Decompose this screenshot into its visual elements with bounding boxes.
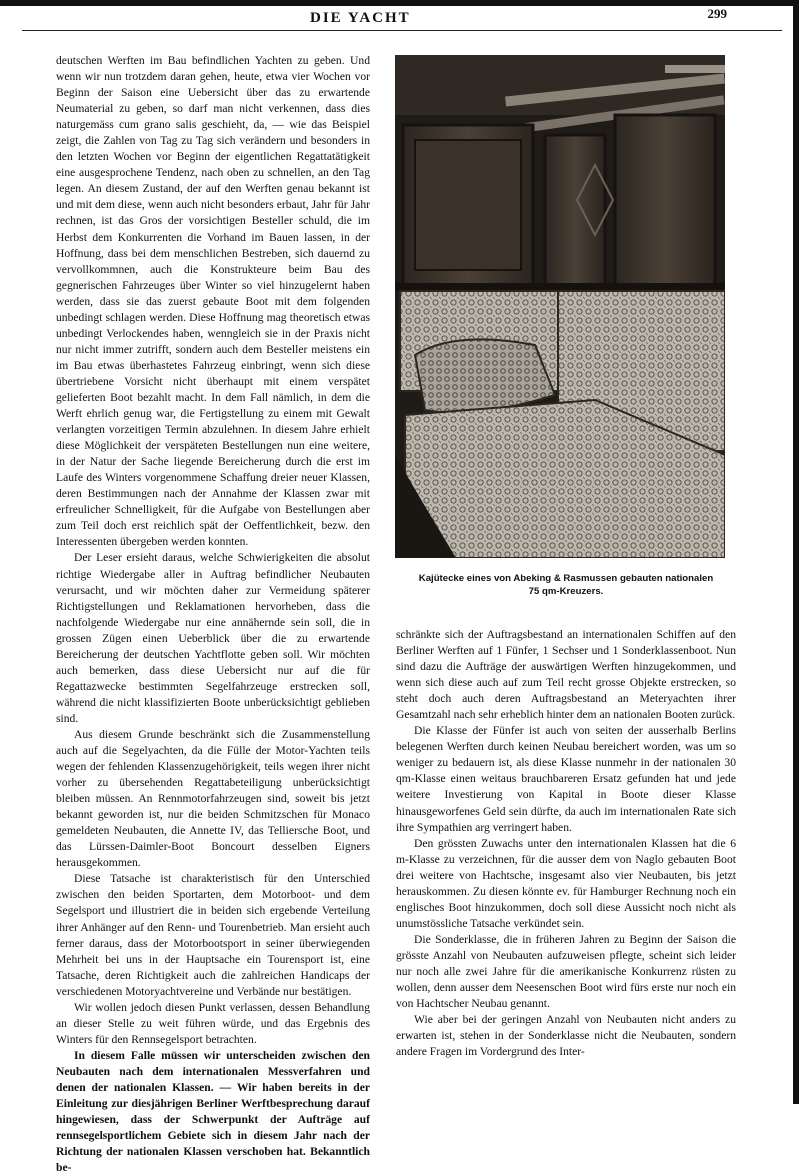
running-head: DIE YACHT bbox=[310, 10, 411, 26]
cabin-photograph bbox=[395, 55, 725, 558]
paragraph: Den grössten Zuwachs unter den internationalen Klassen hat die 6 m-Klasse zu verzeichnen, für die ausser dem von Naglo gebauten Boot drei weitere von Hachtsche, insgesamt also vier Neubauten, bis jetzt herauskommen. Zu diesen könnte ev. für Hamburger Rechnung noch ein englisches Boot hinzukommen, doch soll diese Aussicht noch nicht als unumstössliche Tatsache verkündet sein. bbox=[396, 836, 736, 930]
paragraph: Die Sonderklasse, die in früheren Jahren zu Beginn der Saison die grösste Anzahl von Neubauten aufzuweisen pflegte, scheint sich leider nur noch alle zwei Jahre für die amerikanische Konkurrenz rüsten zu wollen, denn ausser dem Neesenschen Boot wird fürs erste nur noch ein von Hachtscher Neubau genannt. bbox=[396, 932, 736, 1011]
scan-edge-top bbox=[0, 0, 799, 6]
paragraph: Der Leser ersieht daraus, welche Schwierigkeiten die absolut richtige Wiedergabe aller in Auftrag befindlicher Neubauten verursacht, und wir möchten daher zur Vermeidung späterer Richtigstellungen und Reklamationen hervorheben, dass die nachfolgende Wiedergabe nur eine annähernde sein soll, die in grossen Zügen einen Ueberblick über die zu erwartende Bereicherung der deutschen Yachtflotte geben soll. Wir möchten auch bemerken, dass diese Uebersicht nur auf die für Regattazwecke bestimmten Segelfahrzeuge erstrecken soll, während die nicht klassifizierten Boote unberücksichtigt geblieben sind. bbox=[56, 551, 370, 725]
paragraph: Aus diesem Grunde beschränkt sich die Zusammenstellung auch auf die Segelyachten, da die Fülle der Motor-Yachten teils wegen der fehlenden Klassenzugehörigkeit, teils wegen ihrer nicht vorher zu übersehenden Regattabeteiligung unberücksichtigt bleiben müssen. An Rennmotorfahrzeugen sind, soweit bis jetzt bekannt geworden ist, nur die beiden Schmitzschen für Monaco gemeldeten Neubauten, die Annette IV, das Telliersche Boot, und das Lürssen-Daimler-Boot Boncourt desselben Eigners herausgekommen. bbox=[56, 727, 370, 870]
page-number: 299 bbox=[707, 6, 727, 21]
paragraph: Diese Tatsache ist charakteristisch für den Unterschied zwischen den beiden Sportarten, dem Motorboot- und dem Segelsport und illustriert die in beiden sich ergebende Verteilung ihrer Anhänger auf den Renn- und Tourenbetrieb. Man ersieht auch ferner daraus, dass der Motorbootsport in seiner überwiegenden Mehrheit bei uns in der Hauptsache ein Tourensport ist, eine Tatsache, deren Richtigkeit auch die zahlreichen Handicaps der verschiedenen Motoryachtvereine und Verbände nur bestätigen. bbox=[56, 872, 370, 998]
left-column bbox=[56, 53, 370, 1176]
right-column bbox=[396, 627, 736, 1060]
paragraph: deutschen Werften im Bau befindlichen Yachten zu geben. Und wenn wir nun trotzdem daran gehen, heute, etwa vier Wochen vor Beginn der Saison eine Uebersicht über das zu erwartende Neumaterial zu geben, so darf man nicht verkennen, dass dies naturgemäss cum grano salis geschieht, da, — wie das Beispiel zeigt, die Zahlen von Tag zu Tag sich verändern und besonders in den letzten Wochen vor Beginn der eigentlichen Regattatätigkeit eine ausgesprochene Tendenz, nach oben zu schnellen, an den Tag legen. An diesem Zustand, der auf den Werften genau bekannt ist und mit dem diese, wenn auch nicht besonders erbaut, Jahr für Jahr rechnen, ist das Gros der vorsichtigen Besteller schuld, die im Herbst dem Konkurrenten die Vorhand im Bauen lassen, in der Hoffnung, dass bei dem menschlichen Bestreben, sich dauernd zu vervollkommnen, auch die Konstrukteure beim Bau des gegnerischen Fahrzeuges über Winter so viel hinzugelernt haben werden, dass sie das zuerst gebaute Boot mit dem folgenden unbedingt schlagen werden. Diese Hoffnung mag theoretisch etwas unbedingt Verlockendes haben, wenngleich sie in der Praxis nicht nur nicht immer zutrifft, sondern auch dem Besteller meistens ein im Bau etwas überhastetes Fahrzeug einbringt, wenn sich diese übertriebene Vorsicht nicht überhaupt mit einem verspätet gelieferten Boot bezahlt macht. In dem Fall nämlich, in dem die Werft ehrlich genug war, die Fertigstellung zu einem mit Gewalt verlangten vorzeitigen Termin abzulehnen. In diesem Jahre erhielt diese Möglichkeit der verspäteten Bestellungen nun eine weitere, in der Natur der Sache liegende Bereicherung durch die erst im Laufe des Winters vorgenommene Schaffung dreier neuer Klassen, deren Bestimmungen nach der Annahme der Klassen zwar mit erfreulicher Schnelligkeit, für die Aufgabe von Bestellungen aber zum Teil doch erst reichlich spät der Oeffentlichkeit, bezw. den Interessenten übergeben werden konnten. bbox=[56, 54, 370, 549]
caption-line: 75 qm-Kreuzers. bbox=[528, 586, 604, 597]
paragraph: Wie aber bei der geringen Anzahl von Neubauten nicht anders zu erwarten ist, stehen in der Sonderklasse nicht die Neubauten, sondern andere Fragen im Vordergrund des Inter- bbox=[396, 1013, 736, 1059]
paragraph: schränkte sich der Auftragsbestand an internationalen Schiffen auf den Berliner Werften auf 1 Fünfer, 1 Sechser und 1 Sonderklassenboot. Nun sind dazu die Aufträge der auswärtigen Werften hinzugekommen, und wenn sich diese auch auf zum Teil recht grosse Objekte erstrecken, so steht doch auch deren Auftragsbestand an Meteryachten ihrer Gesamtzahl nach sehr erheblich hinter dem an nationalen Booten zurück. bbox=[396, 628, 736, 722]
paragraph: In diesem Falle müssen wir unterscheiden zwischen den Neubauten nach dem internationalen Messverfahren und denen der nationalen Klassen. — Wir haben bereits in der Einleitung zur diesjährigen Berliner Werftbesprechung darauf hingewiesen, dass der Schwerpunkt der Aufträge auf rennsegelsportlichem Gebiete sich in diesem Jahr nach der Richtung der nationalen Klassen verschoben hat. Bekanntlich be- bbox=[56, 1048, 370, 1175]
scan-edge-right bbox=[793, 0, 799, 1104]
paragraph: Die Klasse der Fünfer ist auch von seiten der ausserhalb Berlins belegenen Werften durch keinen Neubau bereichert worden, was um so weniger zu bedauern ist, als diese Klasse nunmehr in der nationalen 30 qm-Klasse einen weitaus brauchbareren Ersatz gefunden hat und jede weitere Investierung von Kapital in Boote dieser Klasse hinausgeworfenes Geld sein dürfte, da auch im internationalen Rate sich ihre Sympathien arg verringert haben. bbox=[396, 724, 736, 834]
paragraph: Wir wollen jedoch diesen Punkt verlassen, dessen Behandlung an dieser Stelle zu weit führen würde, und das Ergebnis des Winters für den Rennsegelsport betrachten. bbox=[56, 1000, 370, 1046]
header-rule bbox=[22, 30, 782, 31]
caption-line: Kajütecke eines von Abeking & Rasmussen gebauten nationalen bbox=[418, 573, 714, 584]
cabin-photo-svg bbox=[395, 55, 725, 558]
figure-caption bbox=[396, 572, 736, 598]
